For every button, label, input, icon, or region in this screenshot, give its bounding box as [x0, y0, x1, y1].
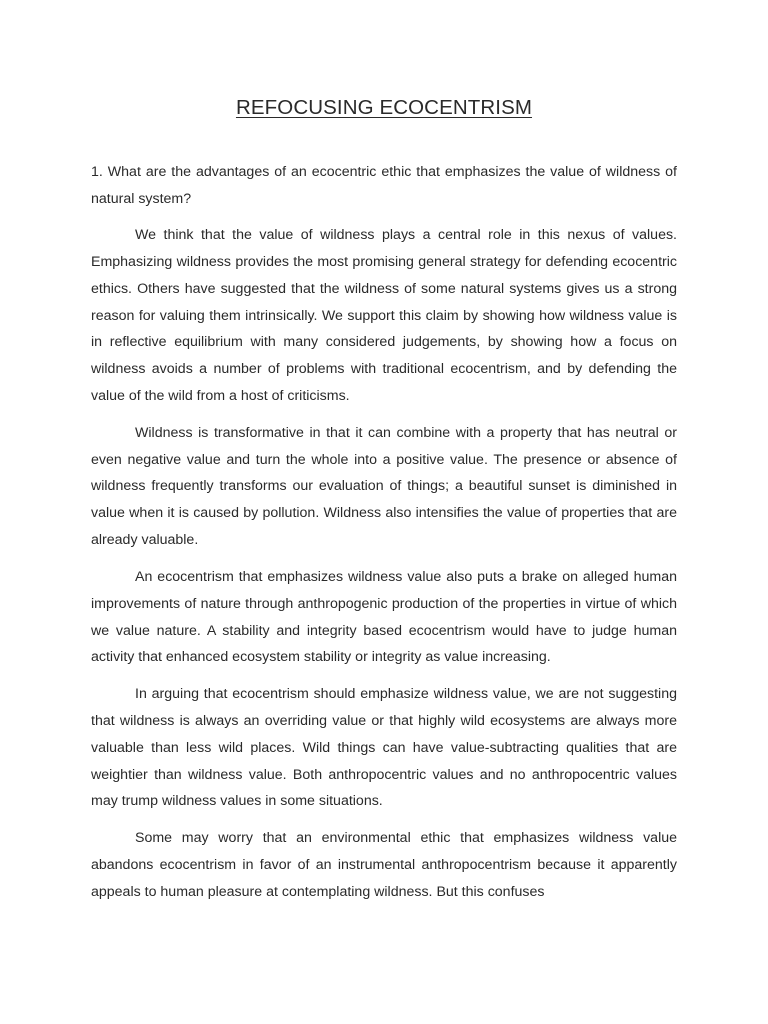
paragraph-4: In arguing that ecocentrism should emphasize wildness value, we are not suggesting that wildness is always an overriding value or that highly wild ecosystems are always more valuable than less wild places. Wild things can have value-subtracting qualities that are weightier than wildness value. Both anthropocentric values and no anthropocentric values may trump wildness values in some situations. — [91, 685, 677, 810]
paragraph-3: An ecocentrism that emphasizes wildness value also puts a brake on alleged human improvements of nature through anthropogenic production of the properties in virtue of which we value nature. A stability and integrity based ecocentrism would have to judge human activity that enhanced ecosystem stability or integrity as value increasing. — [91, 568, 677, 666]
paragraph-5: Some may worry that an environmental ethic that emphasizes wildness value abandons ecocentrism in favor of an instrumental anthropocentrism because it apparently appeals to human pleasure at contemplating wildness. But this confuses — [91, 829, 677, 900]
document-title: REFOCUSING ECOCENTRISM — [235, 96, 533, 119]
paragraph-1: We think that the value of wildness plays a central role in this nexus of values. Emphasizing wildness provides the most promising general strategy for defending ecocentric ethics. Others have suggested that the wildness of some natural systems gives us a strong reason for valuing them intrinsically. We support this claim by showing how wildness value is in reflective equilibrium with many considered judgements, by showing how a focus on wildness avoids a number of problems with traditional ecocentrism, and by defending the value of the wild from a host of criticisms. — [91, 226, 677, 405]
paragraph-2: Wildness is transformative in that it can combine with a property that has neutral or even negative value and turn the whole into a positive value. The presence or absence of wildness frequently transforms our evaluation of things; a beautiful sunset is diminished in value when it is caused by pollution. Wildness also intensifies the value of properties that are already valuable. — [91, 424, 677, 549]
question-text: 1. What are the advantages of an ecocentric ethic that emphasizes the value of wildness of natural system? — [91, 164, 677, 207]
